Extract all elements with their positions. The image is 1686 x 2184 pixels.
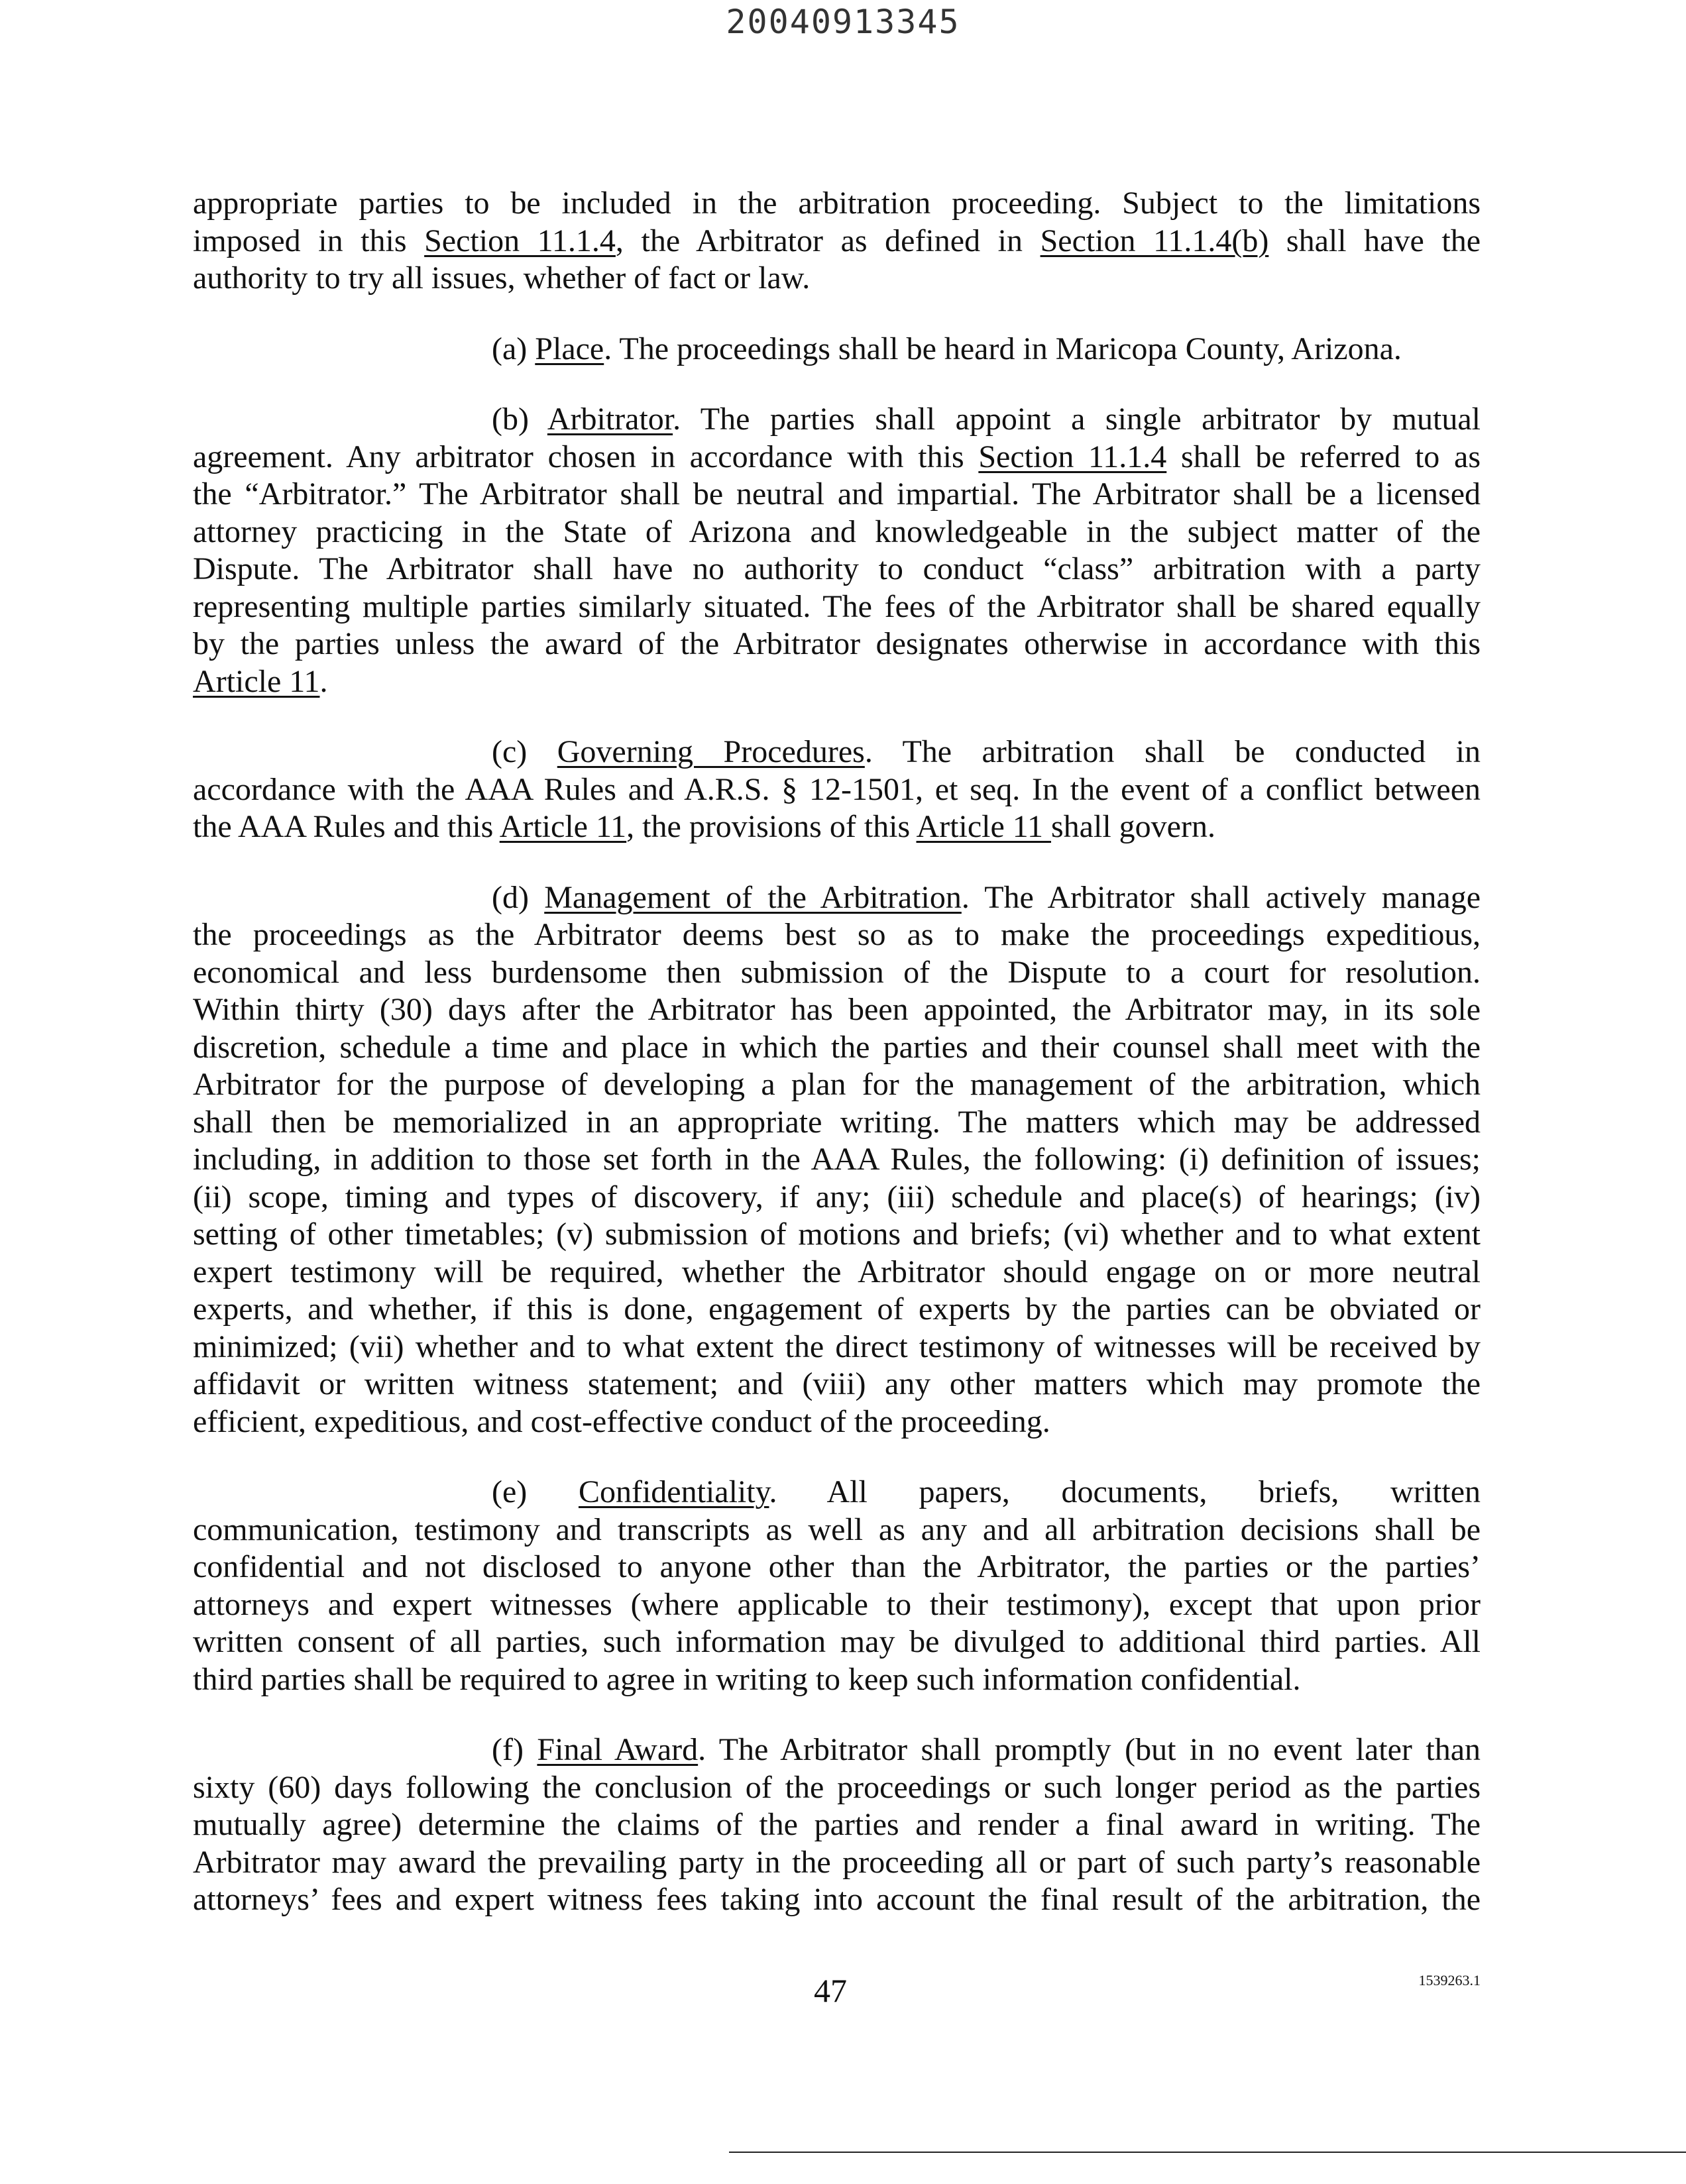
- text-run: shall be referred to as: [1166, 439, 1481, 474]
- underlined-reference: Confidentiality: [578, 1474, 769, 1509]
- text-line: [193, 1254, 1481, 1291]
- text-run: accordance with the AAA Rules and A.R.S. § 12-1501, et seq. In the event of a conflict between: [193, 771, 1481, 807]
- text-run: sixty (60) days following the conclusion of the proceedings or such longer period as the parties: [193, 1769, 1481, 1805]
- page-number: 47: [814, 1972, 847, 2009]
- text-run: written consent of all parties, such information may be divulged to additional third parties. All: [193, 1624, 1481, 1659]
- text-line: [193, 401, 1481, 439]
- underlined-reference: Section 11.1.4(b): [1040, 223, 1269, 258]
- text-run: (f): [492, 1732, 537, 1767]
- text-run: (d): [492, 879, 545, 915]
- text-line: [193, 1661, 1481, 1699]
- text-run: (c): [492, 734, 557, 769]
- text-line: [193, 1549, 1481, 1586]
- text-line: [193, 260, 1481, 298]
- document-id: 1539263.1: [1418, 1972, 1481, 1989]
- text-line: [193, 1511, 1481, 1549]
- text-run: expert testimony will be required, whether the Arbitrator should engage on or more neutral: [193, 1254, 1481, 1289]
- text-run: . The parties shall appoint a single arbitrator by mutual: [673, 402, 1481, 437]
- text-line: [193, 1216, 1481, 1254]
- underlined-reference: Arbitrator: [547, 402, 673, 437]
- text-line: [193, 1104, 1481, 1142]
- text-line: [193, 1881, 1481, 1919]
- text-line: [193, 331, 1481, 368]
- text-line: [193, 588, 1481, 626]
- text-run: attorneys’ fees and expert witness fees taking into account the final result of the arbitration, the: [193, 1882, 1481, 1917]
- underlined-reference: Article 11: [193, 663, 320, 699]
- text-run: confidential and not disclosed to anyone other than the Arbitrator, the parties or the parties’: [193, 1549, 1481, 1584]
- text-run: Arbitrator for the purpose of developing a plan for the management of the arbitration, which: [193, 1067, 1481, 1102]
- text-line: [193, 1066, 1481, 1104]
- text-run: . All papers, documents, briefs, written: [769, 1474, 1481, 1509]
- paragraph: [193, 331, 1481, 368]
- text-run: agreement. Any arbitrator chosen in accordance with this: [193, 439, 979, 474]
- text-run: mutually agree) determine the claims of the parties and render a final award in writing. The: [193, 1807, 1481, 1842]
- text-run: representing multiple parties similarly situated. The fees of the Arbitrator shall be shared equally: [193, 588, 1481, 624]
- text-run: , the Arbitrator as defined in: [615, 223, 1040, 258]
- text-line: [193, 1806, 1481, 1844]
- paragraph: [193, 1474, 1481, 1698]
- scan-edge-line: [729, 2152, 1686, 2153]
- text-line: [193, 626, 1481, 663]
- underlined-reference: Section 11.1.4: [978, 439, 1167, 474]
- text-run: third parties shall be required to agree in writing to keep such information confidential.: [193, 1661, 1301, 1697]
- text-run: discretion, schedule a time and place in which the parties and their counsel shall meet with the: [193, 1029, 1481, 1065]
- text-line: [193, 514, 1481, 551]
- text-run: . The Arbitrator shall actively manage: [961, 879, 1481, 915]
- underlined-reference: Management of the Arbitration: [544, 879, 962, 915]
- text-line: [193, 1291, 1481, 1329]
- text-run: experts, and whether, if this is done, engagement of experts by the parties can be obviated or: [193, 1291, 1481, 1327]
- text-run: attorney practicing in the State of Arizona and knowledgeable in the subject matter of the: [193, 514, 1481, 549]
- text-line: [193, 879, 1481, 917]
- text-line: [193, 1403, 1481, 1441]
- text-run: .: [319, 663, 328, 699]
- text-line: [193, 1769, 1481, 1807]
- text-run: . The arbitration shall be conducted in: [864, 734, 1481, 769]
- text-line: [193, 476, 1481, 514]
- text-line: [193, 808, 1481, 846]
- text-run: (b): [492, 402, 547, 437]
- text-line: [193, 954, 1481, 992]
- text-run: authority to try all issues, whether of fact or law.: [193, 260, 811, 296]
- paragraph: [193, 879, 1481, 1441]
- text-line: [193, 439, 1481, 476]
- text-run: (e): [492, 1474, 579, 1509]
- text-run: the “Arbitrator.” The Arbitrator shall be neutral and impartial. The Arbitrator shall be a licensed: [193, 476, 1481, 512]
- text-line: [193, 1141, 1481, 1179]
- text-line: [193, 1029, 1481, 1067]
- text-run: efficient, expeditious, and cost-effective conduct of the proceeding.: [193, 1403, 1050, 1439]
- underlined-reference: Place: [535, 331, 604, 366]
- text-line: [193, 1731, 1481, 1769]
- text-line: [193, 185, 1481, 223]
- text-run: (ii) scope, timing and types of discovery, if any; (iii) schedule and place(s) of hearings; (iv): [193, 1179, 1481, 1215]
- underlined-reference: Section 11.1.4: [424, 223, 616, 258]
- text-run: shall govern.: [1051, 809, 1215, 844]
- text-run: economical and less burdensome then submission of the Dispute to a court for resolution.: [193, 954, 1481, 990]
- text-line: [193, 1623, 1481, 1661]
- text-run: appropriate parties to be included in the arbitration proceeding. Subject to the limitations: [193, 186, 1481, 221]
- text-run: by the parties unless the award of the Arbitrator designates otherwise in accordance with this: [193, 626, 1481, 661]
- text-run: , the provisions of this: [626, 809, 917, 844]
- text-run: setting of other timetables; (v) submission of motions and briefs; (vi) whether and to what extent: [193, 1217, 1481, 1252]
- text-line: [193, 663, 1481, 701]
- document-body: [193, 185, 1481, 1952]
- text-run: including, in addition to those set forth in the AAA Rules, the following: (i) definition of issues;: [193, 1142, 1481, 1177]
- text-run: Arbitrator may award the prevailing party in the proceeding all or part of such party’s reasonable: [193, 1844, 1481, 1880]
- text-line: [193, 1474, 1481, 1511]
- text-run: shall then be memorialized in an appropriate writing. The matters which may be addressed: [193, 1104, 1481, 1140]
- text-line: [193, 916, 1481, 954]
- text-run: the AAA Rules and this: [193, 809, 500, 844]
- text-line: [193, 1179, 1481, 1217]
- paragraph: [193, 734, 1481, 846]
- text-line: [193, 1329, 1481, 1366]
- text-run: (a): [492, 331, 535, 366]
- text-line: [193, 734, 1481, 771]
- text-run: shall have the: [1268, 223, 1481, 258]
- text-run: communication, testimony and transcripts as well as any and all arbitration decisions shall be: [193, 1511, 1481, 1547]
- text-run: attorneys and expert witnesses (where applicable to their testimony), except that upon prior: [193, 1586, 1481, 1622]
- underlined-reference: Article 11: [499, 809, 627, 844]
- text-run: the proceedings as the Arbitrator deems best so as to make the proceedings expeditious,: [193, 917, 1481, 952]
- underlined-reference: Governing Procedures: [557, 734, 865, 769]
- underlined-reference: Article 11: [916, 809, 1051, 844]
- text-run: affidavit or written witness statement; and (viii) any other matters which may promote the: [193, 1366, 1481, 1401]
- text-line: [193, 1844, 1481, 1882]
- text-line: [193, 1366, 1481, 1403]
- paragraph: [193, 1731, 1481, 1919]
- text-run: . The proceedings shall be heard in Maricopa County, Arizona.: [604, 331, 1402, 366]
- text-run: . The Arbitrator shall promptly (but in no event later than: [698, 1732, 1481, 1767]
- text-line: [193, 771, 1481, 809]
- text-line: [193, 991, 1481, 1029]
- document-number-stamp: 20040913345: [726, 3, 960, 41]
- text-run: minimized; (vii) whether and to what extent the direct testimony of witnesses will be received by: [193, 1329, 1481, 1364]
- underlined-reference: Final Award: [537, 1732, 699, 1767]
- text-line: [193, 1586, 1481, 1624]
- text-run: Within thirty (30) days after the Arbitrator has been appointed, the Arbitrator may, in its sole: [193, 992, 1481, 1027]
- text-run: imposed in this: [193, 223, 425, 258]
- paragraph: [193, 185, 1481, 298]
- text-run: Dispute. The Arbitrator shall have no authority to conduct “class” arbitration with a party: [193, 551, 1481, 586]
- text-line: [193, 551, 1481, 588]
- text-line: [193, 223, 1481, 260]
- paragraph: [193, 401, 1481, 700]
